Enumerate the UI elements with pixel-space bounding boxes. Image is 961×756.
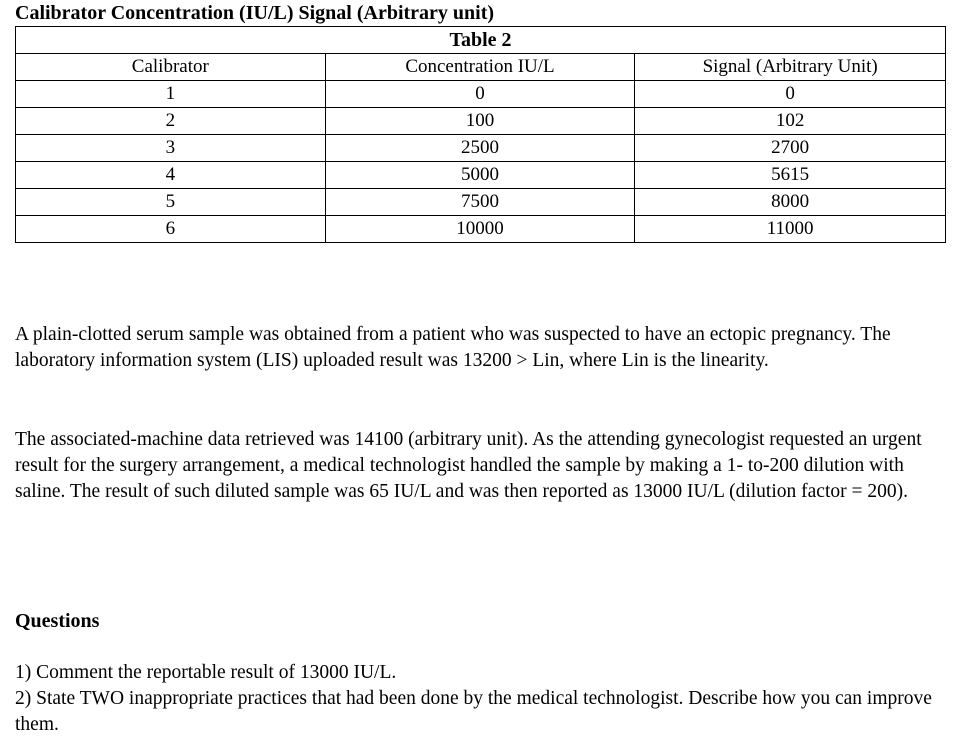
table-cell: 2 [16,108,326,135]
table-row [16,162,946,189]
table-cell: 2500 [325,135,635,162]
table-caption: Table 2 [16,27,946,54]
column-header-signal: Signal (Arbitrary Unit) [635,54,946,81]
table-cell: 102 [635,108,946,135]
document-heading: Calibrator Concentration (IU/L) Signal (Arbitrary unit) [15,2,495,24]
column-header-concentration: Concentration IU/L [325,54,635,81]
table-cell: 10000 [325,216,635,243]
table-header-row [16,54,946,81]
table-cell: 3 [16,135,326,162]
table-cell: 5 [16,189,326,216]
table-cell: 7500 [325,189,635,216]
table-cell: 5000 [325,162,635,189]
table-cell: 1 [16,81,326,108]
table-cell: 2700 [635,135,946,162]
case-paragraph-1: A plain-clotted serum sample was obtained from a patient who was suspected to have an ectopic pregnancy. The laboratory information system (LIS) uploaded result was 13200 > Lin, where Lin is the linearity. [15,324,891,371]
table-row [16,135,946,162]
calibrator-table [15,26,946,243]
table-cell: 5615 [635,162,946,189]
question-1: 1) Comment the reportable result of 13000 IU/L. [15,662,397,683]
table-row [16,189,946,216]
questions-title: Questions [15,610,100,632]
table-caption-row [16,27,946,54]
case-paragraph-2: The associated-machine data retrieved was 14100 (arbitrary unit). As the attending gynecologist requested an urgent result for the surgery arrangement, a medical technologist handled the sample by making a 1- to-200 dilution with saline. The result of such diluted sample was 65 IU/L and was then reported as 13000 IU/L (dilution factor = 200). [15,429,922,502]
table-row [16,81,946,108]
table-cell: 100 [325,108,635,135]
table-cell: 11000 [635,216,946,243]
table-cell: 0 [635,81,946,108]
table-cell: 6 [16,216,326,243]
table-cell: 0 [325,81,635,108]
table-cell: 4 [16,162,326,189]
question-2: 2) State TWO inappropriate practices that had been done by the medical technologist. Describe how you can improve them. [15,688,932,735]
column-header-calibrator: Calibrator [16,54,326,81]
table-cell: 8000 [635,189,946,216]
table-row [16,108,946,135]
table-row [16,216,946,243]
